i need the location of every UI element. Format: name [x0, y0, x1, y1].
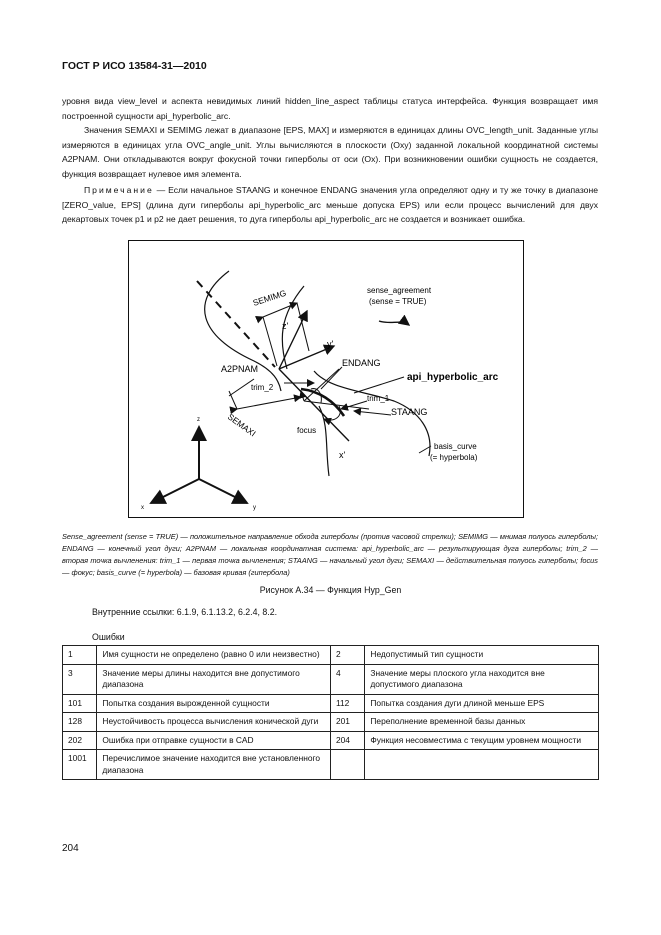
errors-title: Ошибки — [92, 632, 125, 642]
label-semaxi: SEMAXI — [225, 411, 258, 439]
paragraph-ranges-text: Значения SEMAXI и SEMIMG лежат в диапазоне [EPS, MAX] и измеряются в единицах длины OVC_length_unit. Заданные углы измеряются в единицах угла OVC_angle_unit. Углы вычисляются в плоскости (Oxy) заданной локальной координатной системы A2PNAM. Они откладываются вокруг фокусной точки гиперболы от оси (Ox). При возникновении ошибки сущность не создается, функция возвращает нулевое имя элемента. — [62, 125, 598, 179]
error-description-cell: Ошибка при отправке сущности в CAD — [97, 731, 331, 750]
table-row — [63, 713, 599, 732]
errors-table — [62, 645, 599, 780]
figure-hyp-gen — [128, 240, 524, 518]
error-code-cell: 101 — [63, 694, 97, 713]
label-axis-x: x — [141, 505, 144, 511]
label-semimg: SEMIMG — [251, 287, 288, 308]
error-description-cell: Значение меры длины находится вне допустимого диапазона — [97, 664, 331, 694]
paragraph-ranges — [62, 123, 598, 181]
error-code-cell: 2 — [330, 646, 364, 665]
label-sense-true: (sense = TRUE) — [369, 297, 427, 306]
label-trim-1: trim_1 — [367, 394, 390, 403]
error-code-cell — [330, 750, 364, 780]
label-axis-z: z — [197, 417, 200, 423]
label-z-prime: z' — [282, 321, 289, 331]
global-x-axis — [151, 479, 199, 503]
hyperbola-diagram — [129, 241, 523, 517]
paragraph-return-value: уровня вида view_level и аспекта невидимых линий hidden_line_aspect таблицы статуса интерфейса. Функция возвращает имя построенной сущности api_hyperbolic_arc. — [62, 96, 598, 121]
error-description-cell: Значение меры плоского угла находится вне допустимого диапазона — [365, 664, 599, 694]
label-a2pnam: A2PNAM — [221, 364, 259, 374]
label-y-prime: y' — [327, 339, 334, 349]
figure-caption: Рисунок А.34 — Функция Hyp_Gen — [259, 585, 402, 595]
error-code-cell: 202 — [63, 731, 97, 750]
error-description-cell: Недопустимый тип сущности — [365, 646, 599, 665]
error-code-cell: 128 — [63, 713, 97, 732]
hyperbola-lower-branch — [319, 406, 329, 476]
global-y-axis — [199, 479, 247, 503]
label-api-hyperbolic-arc: api_hyperbolic_arc — [407, 372, 499, 383]
api-hyperbolic-arc-curve — [301, 389, 344, 416]
page-number: 204 — [62, 843, 79, 854]
sense-agreement-arrow — [379, 321, 409, 325]
error-description-cell: Имя сущности не определено (равно 0 или неизвестно) — [97, 646, 331, 665]
error-description-cell: Функция несовместима с текущим уровнем мощности — [365, 731, 599, 750]
y-prime-axis — [279, 346, 334, 369]
error-code-cell: 3 — [63, 664, 97, 694]
error-description-cell: Переполнение временной базы данных — [365, 713, 599, 732]
z-prime-axis — [279, 311, 307, 369]
document-header: ГОСТ Р ИСО 13584-31—2010 — [62, 60, 207, 72]
label-sense-agreement: sense_agreement — [367, 286, 432, 295]
error-code-cell: 4 — [330, 664, 364, 694]
note-text: — Если начальное STAANG и конечное ENDANG значения угла определяют одну и ту же точку в диапазоне [ZERO_value, EPS] (длина дуги гиперболы api_hyperbolic_arc меньше допуска EPS) или если процесс вычислений для двух декартовых точек p1 и p2 не дает решения, то дуга гиперболы api_hyperbolic_arc не создается и возникает ошибка. — [62, 185, 598, 224]
label-endang: ENDANG — [342, 358, 381, 368]
error-code-cell: 112 — [330, 694, 364, 713]
note-paragraph — [62, 183, 598, 227]
table-row — [63, 664, 599, 694]
error-code-cell: 204 — [330, 731, 364, 750]
table-row — [63, 646, 599, 665]
table-row — [63, 750, 599, 780]
error-code-cell: 1001 — [63, 750, 97, 780]
error-description-cell: Перечислимое значение находится вне установленного диапазона — [97, 750, 331, 780]
figure-legend: Sense_agreement (sense = TRUE) — положительное направление обхода гиперболы (против часовой стрелки); SEMIMG — мнимая полуось гиперболы; ENDANG — конечный угол дуги; A2PNAM — локальная координатная система: api_hyperbolic_arc — результирующая дуга гиперболы; trim_2 — вторая точка вычленения: trim_1 — первая точка вычленения; STAANG — начальный угол дуги; SEMAXI — действительная полуось гиперболы; focus — фокус; basis_curve (= hyperbola) — базовая кривая (гипербола) — [62, 532, 598, 577]
table-row — [63, 731, 599, 750]
label-basis-curve: basis_curve — [434, 442, 477, 451]
label-trim-2: trim_2 — [251, 383, 274, 392]
error-code-cell: 1 — [63, 646, 97, 665]
error-description-cell: Попытка создания дуги длиной меньше EPS — [365, 694, 599, 713]
label-hyperbola: (= hyperbola) — [430, 453, 478, 462]
note-label: Примечание — [84, 185, 154, 195]
internal-references: Внутренние ссылки: 6.1.9, 6.1.13.2, 6.2.4, 8.2. — [92, 607, 278, 617]
label-staang: STAANG — [391, 407, 428, 417]
label-x-prime: x' — [339, 450, 346, 460]
error-description-cell — [365, 750, 599, 780]
label-focus: focus — [297, 426, 317, 435]
table-row — [63, 694, 599, 713]
label-axis-y: y — [253, 505, 256, 511]
error-description-cell: Неустойчивость процесса вычисления конической дуги — [97, 713, 331, 732]
error-description-cell: Попытка создания вырожденной сущности — [97, 694, 331, 713]
error-code-cell: 201 — [330, 713, 364, 732]
